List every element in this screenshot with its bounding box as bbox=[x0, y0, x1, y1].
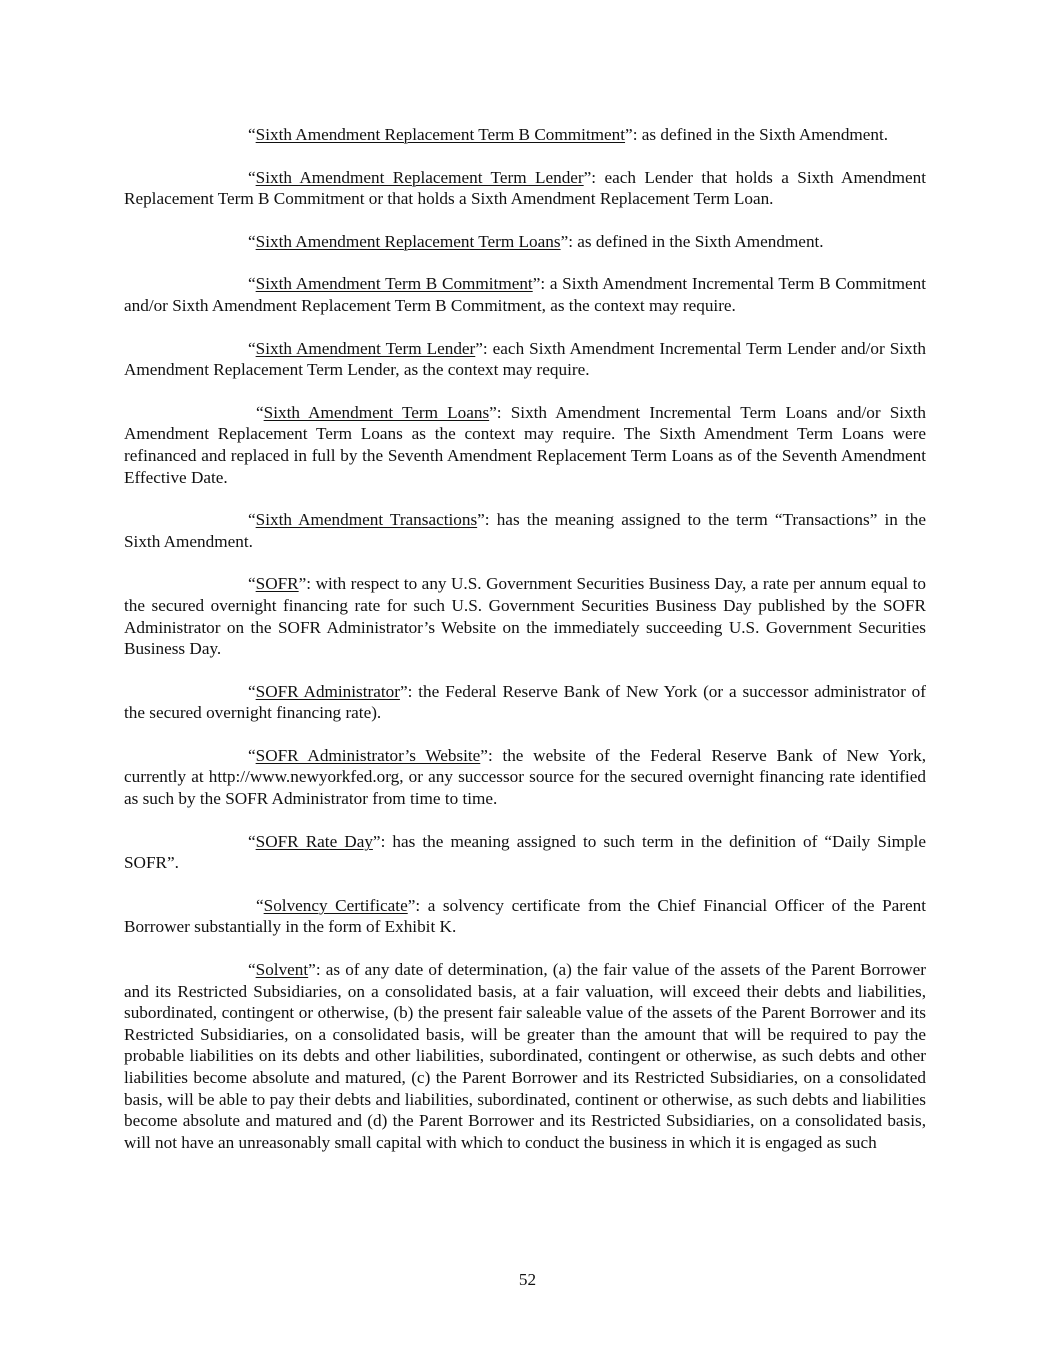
definition-paragraph: “Sixth Amendment Replacement Term B Commitment”: as defined in the Sixth Amendment. bbox=[248, 125, 889, 144]
defined-term: SOFR Administrator bbox=[255, 681, 400, 701]
defined-term: Sixth Amendment Replacement Term Lender bbox=[255, 167, 584, 187]
defined-term: Sixth Amendment Term B Commitment bbox=[255, 274, 533, 294]
definition-paragraph: “Sixth Amendment Replacement Term Loans”: as defined in the Sixth Amendment. bbox=[248, 231, 824, 251]
defined-term: Solvent bbox=[255, 960, 309, 980]
defined-term: Sixth Amendment Replacement Term Loans bbox=[255, 231, 561, 251]
definition-paragraph: “Sixth Amendment Term Loans”: Sixth Amendment Incremental Term Loans and/or Sixth Amendment Replacement Term Loans as the context may require. The Sixth Amendment Term Loans were refinanced and replaced in full by the Seventh Amendment Replacement Term Loans as of the Seventh Amendment Effective Date. bbox=[124, 402, 926, 487]
defined-term: SOFR Rate Day bbox=[255, 831, 373, 851]
definition-text: : the Federal Reserve Bank of New York (or a successor administrator of the secured overnight financing rate). bbox=[124, 681, 926, 723]
definition-paragraph: “SOFR Administrator”: the Federal Reserve Bank of New York (or a successor administrator of the secured overnight financing rate). bbox=[124, 681, 926, 723]
definition-paragraph: “Solvency Certificate”: a solvency certificate from the Chief Financial Officer of the Parent Borrower substantially in the form of Exhibit K. bbox=[124, 895, 926, 937]
definition-paragraph: “SOFR”: with respect to any U.S. Government Securities Business Day, a rate per annum equal to the secured overnight financing rate for such U.S. Government Securities Business Day published by the SOFR Administrator on the SOFR Administrator’s Website on the immediately succeeding U.S. Government Securities Business Day. bbox=[124, 574, 926, 659]
definition-paragraph: “SOFR Rate Day”: has the meaning assigned to such term in the definition of “Daily Simple SOFR”. bbox=[124, 831, 926, 873]
page-number: 52 bbox=[518, 1270, 537, 1289]
definition-text: : the website of the Federal Reserve Bank of New York, currently at http://www.newyorkfed.org, or any successor source for the secured overnight financing rate identified as such by the SOFR Administrator from time to time. bbox=[124, 745, 926, 809]
defined-term: Sixth Amendment Transactions bbox=[255, 510, 478, 530]
definition-text: : as defined in the Sixth Amendment. bbox=[568, 231, 824, 251]
definition-text: : has the meaning assigned to such term in the definition of “Daily Simple SOFR”. bbox=[124, 831, 926, 873]
definition-paragraph: “Solvent”: as of any date of determination, (a) the fair value of the assets of the Parent Borrower and its Restricted Subsidiaries, on a consolidated basis, at a fair valuation, will exceed their debts and liabilities, subordinated, contingent or otherwise, (b) the present fair saleable value of the assets of the Parent Borrower and its Restricted Subsidiaries, on a consolidated basis, will be greater than the amount that will be required to pay the probable liabilities on its debts and other liabilities, subordinated, contingent or otherwise, as such debts and other liabilities become absolute and matured, (c) the Parent Borrower and its Restricted Subsidiaries, on a consolidated basis, will be able to pay their debts and liabilities, subordinated, continent or otherwise, as such debts and liabilities become absolute and matured and (d) the Parent Borrower and its Restricted Subsidiaries, on a consolidated basis, will not have an unreasonably small capital with which to conduct the business in which it is engaged as such bbox=[124, 960, 926, 1152]
definition-paragraph: “SOFR Administrator’s Website”: the website of the Federal Reserve Bank of New York, currently at http://www.newyorkfed.org, or any successor source for the secured overnight financing rate identified as such by the SOFR Administrator from time to time. bbox=[124, 745, 926, 809]
definition-text: : each Lender that holds a Sixth Amendment Replacement Term B Commitment or that holds a Sixth Amendment Replacement Term Loan. bbox=[124, 167, 926, 209]
definition-text: : with respect to any U.S. Government Securities Business Day, a rate per annum equal to the secured overnight financing rate for such U.S. Government Securities Business Day published by the SOFR Administrator on the SOFR Administrator’s Website on the immediately succeeding U.S. Government Securities Business Day. bbox=[124, 574, 926, 659]
definition-text: : each Sixth Amendment Incremental Term Lender and/or Sixth Amendment Replacement Term Lender, as the context may require. bbox=[124, 338, 927, 380]
definition-paragraph: “Sixth Amendment Replacement Term Lender”: each Lender that holds a Sixth Amendment Replacement Term B Commitment or that holds a Sixth Amendment Replacement Term Loan. bbox=[124, 167, 926, 209]
definition-text: : as defined in the Sixth Amendment. bbox=[632, 125, 889, 144]
definition-text: : a Sixth Amendment Incremental Term B Commitment and/or Sixth Amendment Replacement Term B Commitment, as the context may require. bbox=[124, 274, 927, 315]
definition-text: : as of any date of determination, (a) the fair value of the assets of the Parent Borrower and its Restricted Subsidiaries, on a consolidated basis, at a fair valuation, will exceed their debts and liabilities, subordinated, contingent or otherwise, (b) the present fair saleable value of the assets of the Parent Borrower and its Restricted Subsidiaries, on a consolidated basis, will be greater than the amount that will be required to pay the probable liabilities on its debts and other liabilities, subordinated, contingent or otherwise, as such debts and other liabilities become absolute and matured, (c) the Parent Borrower and its Restricted Subsidiaries, on a consolidated basis, will be able to pay their debts and liabilities, subordinated, continent or otherwise, as such debts and liabilities become absolute and matured and (d) the Parent Borrower and its Restricted Subsidiaries, on a consolidated basis, will not have an unreasonably small capital with which to conduct the business in which it is engaged as such bbox=[124, 960, 926, 1152]
definition-text: : has the meaning assigned to the term “Transactions” in the Sixth Amendment. bbox=[124, 510, 926, 551]
defined-term: SOFR Administrator’s Website bbox=[255, 745, 481, 765]
document-page bbox=[124, 124, 926, 1174]
defined-term: SOFR bbox=[255, 574, 299, 594]
definition-paragraph: “Sixth Amendment Transactions”: has the meaning assigned to the term “Transactions” in the Sixth Amendment. bbox=[124, 510, 926, 551]
defined-term: Sixth Amendment Term Loans bbox=[263, 402, 490, 422]
definition-paragraph: “Sixth Amendment Term B Commitment”: a Sixth Amendment Incremental Term B Commitment and/or Sixth Amendment Replacement Term B Commitment, as the context may require. bbox=[124, 274, 927, 315]
definition-paragraph: “Sixth Amendment Term Lender”: each Sixth Amendment Incremental Term Lender and/or Sixth Amendment Replacement Term Lender, as the context may require. bbox=[124, 338, 927, 380]
defined-term: Sixth Amendment Term Lender bbox=[255, 338, 476, 358]
definition-text: : Sixth Amendment Incremental Term Loans and/or Sixth Amendment Replacement Term Loans as the context may require. The Sixth Amendment Term Loans were refinanced and replaced in full by the Seventh Amendment Replacement Term Loans as of the Seventh Amendment Effective Date. bbox=[124, 402, 926, 487]
definition-text: : a solvency certificate from the Chief Financial Officer of the Parent Borrower substantially in the form of Exhibit K. bbox=[124, 895, 926, 937]
defined-term: Solvency Certificate bbox=[263, 895, 408, 915]
defined-term: Sixth Amendment Replacement Term B Commitment bbox=[255, 125, 626, 144]
